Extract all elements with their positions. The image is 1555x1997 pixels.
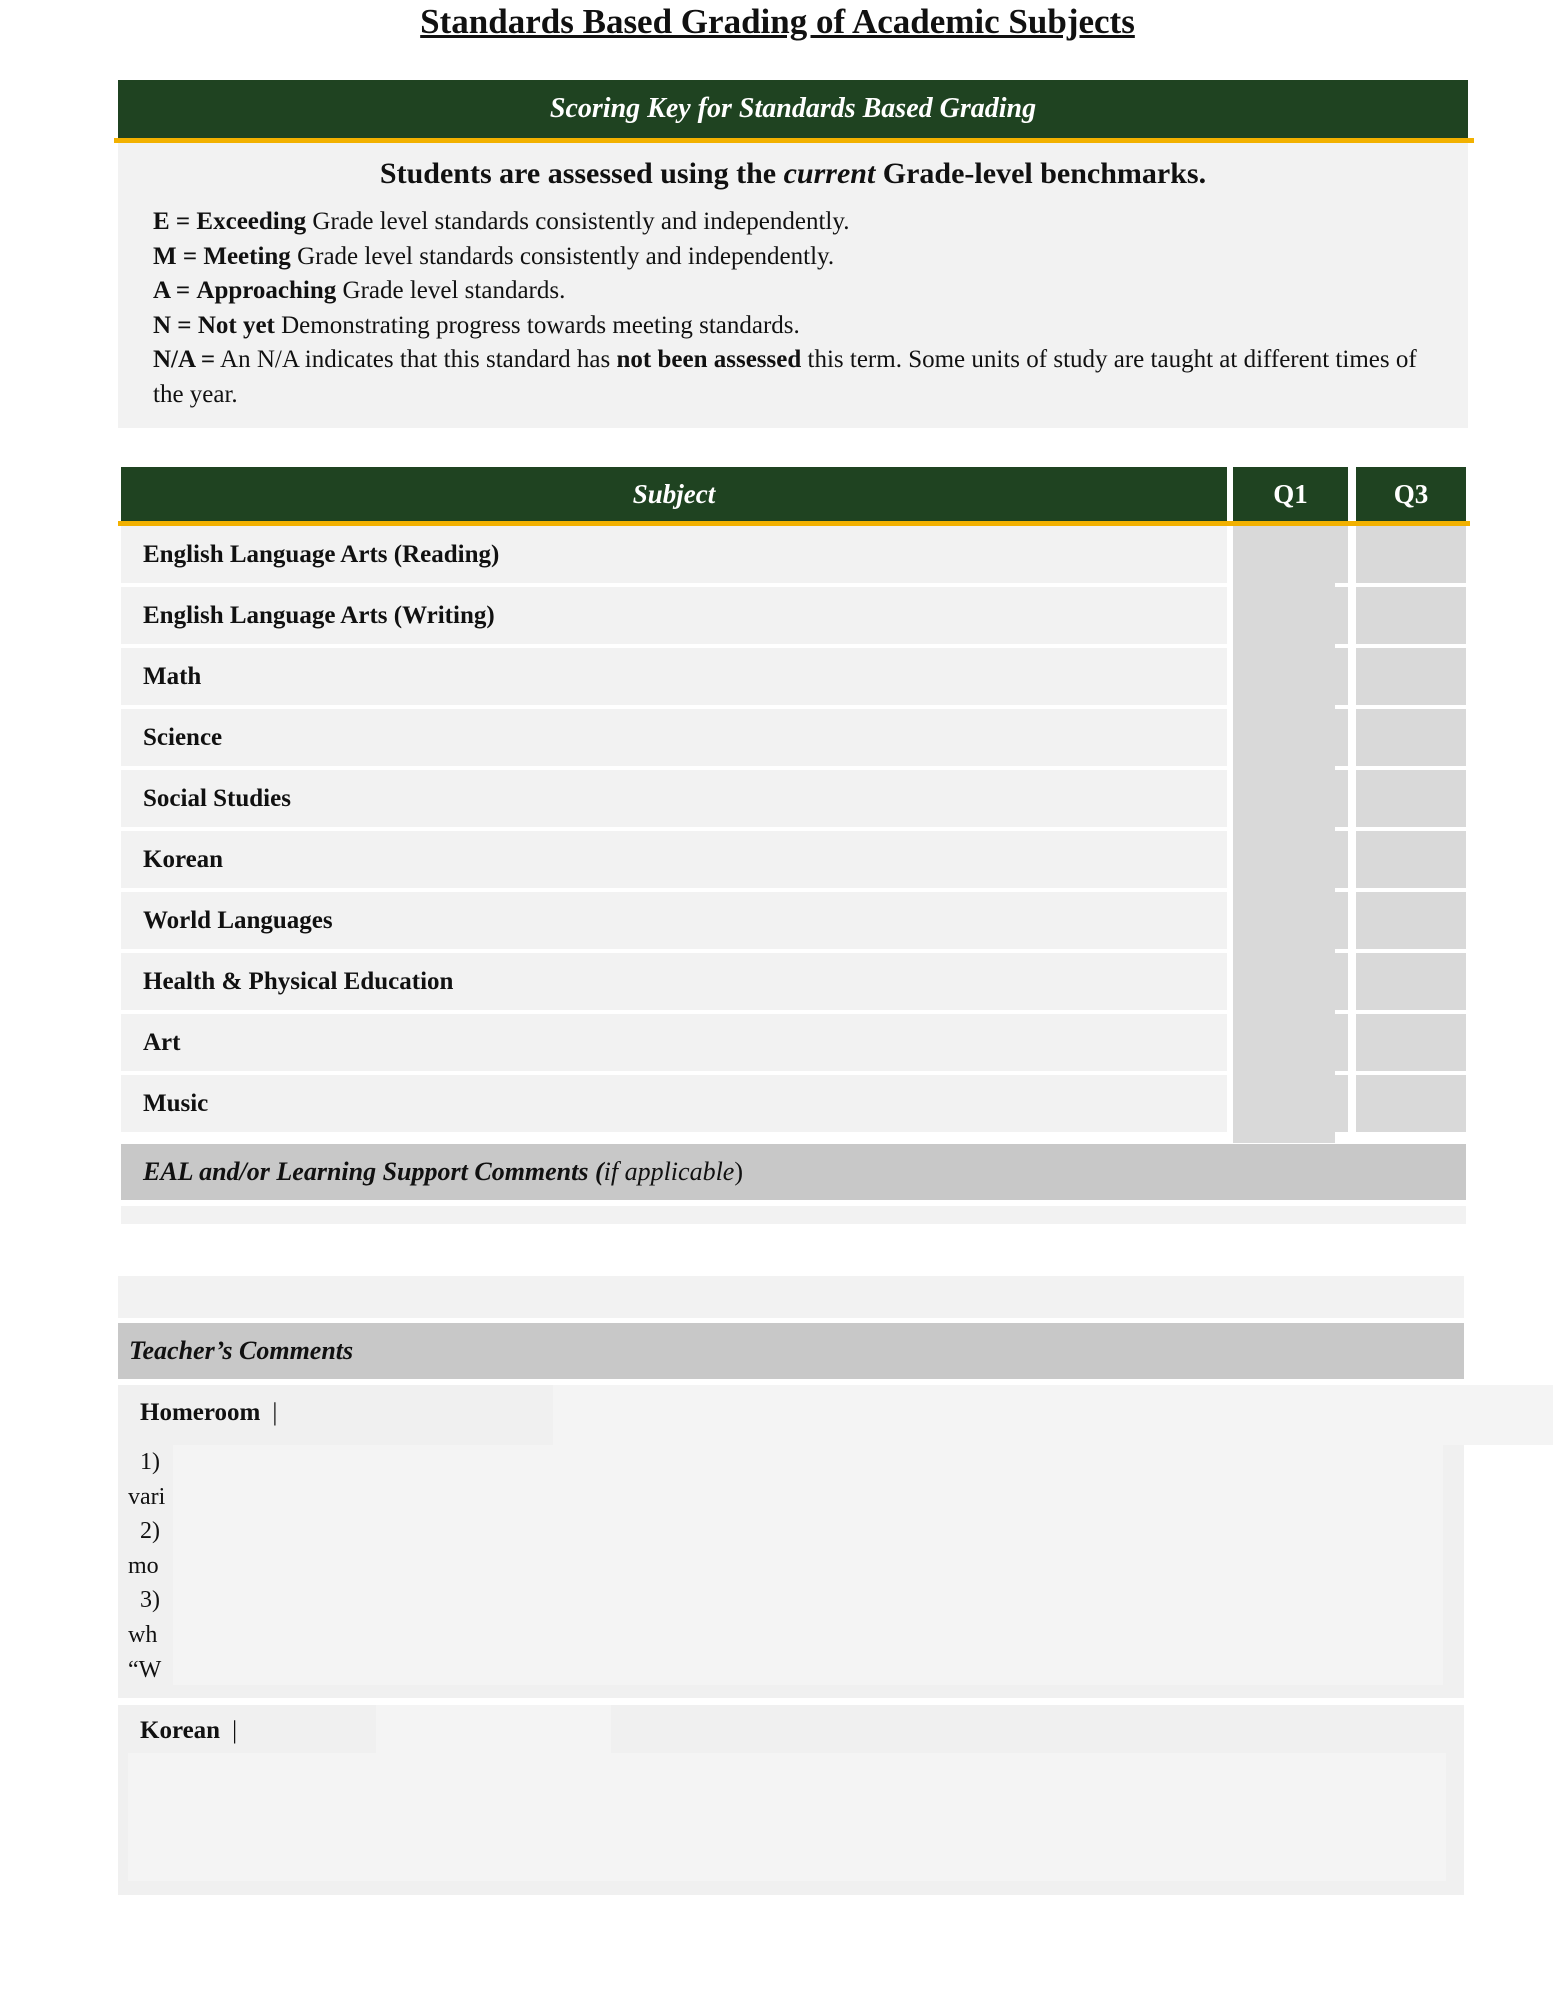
redacted-region xyxy=(128,1753,1446,1881)
subject-row: Social Studies xyxy=(121,770,1227,827)
korean-label: Korean | xyxy=(140,1717,238,1744)
q1-grade-cell xyxy=(1335,1014,1348,1071)
q3-grade-cell xyxy=(1356,648,1466,705)
q3-grade-cell xyxy=(1356,1075,1466,1132)
q1-grade-cell xyxy=(1335,1075,1348,1132)
q1-grade-cell xyxy=(1335,709,1348,766)
redacted-region xyxy=(173,1445,1443,1685)
q3-grade-cell xyxy=(1356,1014,1466,1071)
subject-row: Art xyxy=(121,1014,1227,1071)
level-approaching: A = Approaching Grade level standards. xyxy=(153,277,566,304)
q1-grade-cell xyxy=(1335,648,1348,705)
q1-grade-cell xyxy=(1335,526,1348,583)
q1-grade-column xyxy=(1233,526,1335,1143)
q1-grade-cell xyxy=(1335,892,1348,949)
level-exceeding: E = Exceeding Grade level standards consistently and independently. xyxy=(153,208,850,235)
q3-grade-cell xyxy=(1356,709,1466,766)
korean-comment-box xyxy=(118,1705,1464,1895)
homeroom-comment-text: 1) vari 2) mo 3) wh “W xyxy=(128,1449,166,1683)
homeroom-label: Homeroom | xyxy=(140,1399,278,1426)
subject-row: English Language Arts (Writing) xyxy=(121,587,1227,644)
level-na: N/A = An N/A indicates that this standard has not been assessed this term. Some units of study are taught at different times of the year. xyxy=(153,346,1417,408)
q1-grade-cell xyxy=(1335,953,1348,1010)
redacted-region xyxy=(553,1385,1553,1445)
q1-grade-cell xyxy=(1335,587,1348,644)
subject-row: Math xyxy=(121,648,1227,705)
q1-grade-cell xyxy=(1335,770,1348,827)
q3-grade-cell xyxy=(1356,770,1466,827)
blank-section-bar xyxy=(118,1276,1464,1318)
subject-row: Korean xyxy=(121,831,1227,888)
subject-row: World Languages xyxy=(121,892,1227,949)
q3-grade-cell xyxy=(1356,526,1466,583)
teacher-comments-header: Teacher’s Comments xyxy=(118,1323,1464,1379)
q3-grade-cell xyxy=(1356,892,1466,949)
homeroom-comment-box xyxy=(118,1385,1464,1698)
scoring-key-subtitle: Students are assessed using the current Grade-level benchmarks. xyxy=(379,157,1207,190)
scoring-key-header: Scoring Key for Standards Based Grading xyxy=(118,80,1468,138)
q3-grade-cell xyxy=(1356,831,1466,888)
subject-row: Health & Physical Education xyxy=(121,953,1227,1010)
column-header-q1: Q1 xyxy=(1233,467,1348,521)
q1-grade-cell xyxy=(1335,831,1348,888)
eal-comments-body xyxy=(121,1206,1466,1224)
subject-row: English Language Arts (Reading) xyxy=(121,526,1227,583)
scoring-key-body xyxy=(118,143,1468,428)
redacted-region xyxy=(376,1705,611,1753)
scoring-key-levels xyxy=(153,205,1453,412)
q3-grade-cell xyxy=(1356,953,1466,1010)
level-not-yet: N = Not yet Demonstrating progress towards meeting standards. xyxy=(153,311,800,339)
q3-grade-cell xyxy=(1356,587,1466,644)
subject-row: Science xyxy=(121,709,1227,766)
eal-comments-header: EAL and/or Learning Support Comments ( if applicable ) xyxy=(121,1144,1466,1200)
column-header-subject: Subject xyxy=(121,467,1227,521)
subject-row: Music xyxy=(121,1075,1227,1132)
page-title: Standards Based Grading of Academic Subjects xyxy=(420,2,1135,41)
column-header-q3: Q3 xyxy=(1356,467,1466,521)
level-meeting: M = Meeting Grade level standards consistently and independently. xyxy=(153,242,835,270)
